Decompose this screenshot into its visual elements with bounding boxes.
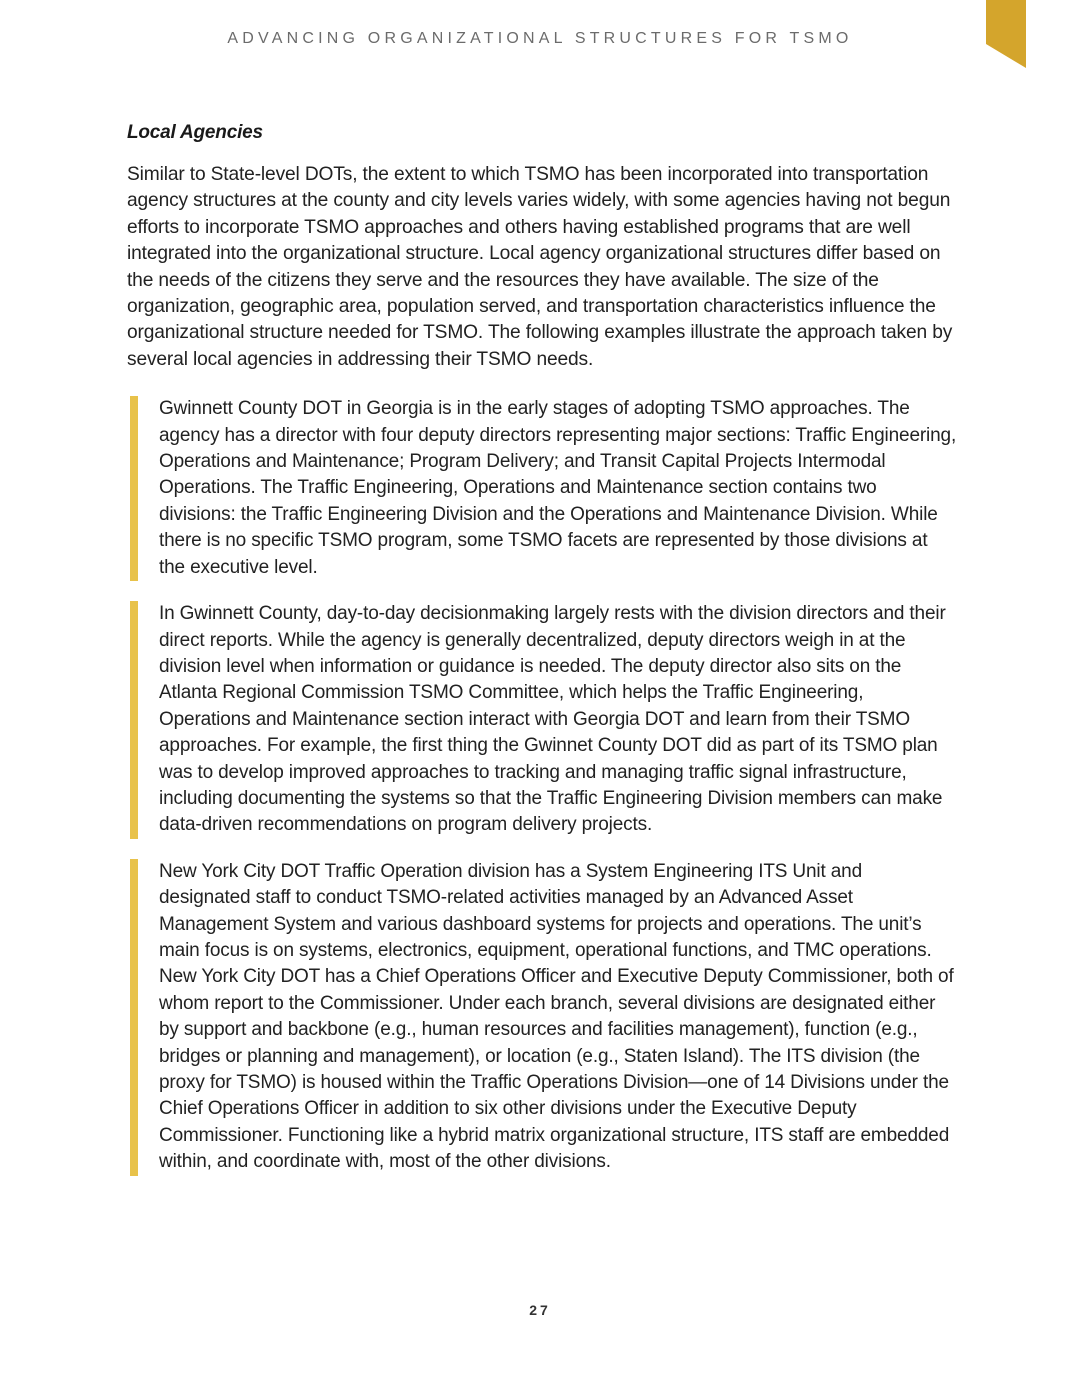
callout-gwinnett-decisionmaking <box>127 601 957 839</box>
intro-paragraph: Similar to State-level DOTs, the extent to which TSMO has been incorporated into transportation agency structures at the county and city levels varies widely, with some agencies having not begun efforts to incorporate TSMO approaches and others having established programs that are well integrated into the organizational structure. Local agency organizational structures differ based on the needs of the citizens they serve and the resources they have available. The size of the organization, geographic area, population served, and transportation characteristics influence the organizational structure needed for TSMO. The following examples illustrate the approach taken by several local agencies in addressing their TSMO needs. <box>127 164 953 370</box>
corner-tab-decoration <box>986 0 1026 68</box>
callout-accent-bar <box>130 859 138 1176</box>
callout-accent-bar <box>130 396 138 581</box>
page-content <box>127 122 957 1176</box>
callout-nyc-dot <box>127 859 957 1176</box>
page-number: 27 <box>529 1302 551 1318</box>
callout-gwinnett-overview <box>127 396 957 581</box>
callout-text: In Gwinnett County, day-to-day decisionmaking largely rests with the division directors and their direct reports. While the agency is generally decentralized, deputy directors weigh in at the division level when information or guidance is needed. The deputy director also sits on the Atlanta Regional Commission TSMO Committee, which helps the Traffic Engineering, Operations and Maintenance section interact with Georgia DOT and learn from their TSMO approaches. For example, the first thing the Gwinnet County DOT did as part of its TSMO plan was to develop improved approaches to tracking and managing traffic signal infrastructure, including documenting the systems so that the Traffic Engineering Division members can make data-driven recommendations on program delivery projects. <box>159 603 946 836</box>
callout-text: New York City DOT Traffic Operation division has a System Engineering ITS Unit and designated staff to conduct TSMO-related activities managed by an Advanced Asset Management System and various dashboard systems for projects and operations. The unit’s main focus is on systems, electronics, equipment, operational functions, and TMC operations. New York City DOT has a Chief Operations Officer and Executive Deputy Commissioner, both of whom report to the Commissioner. Under each branch, several divisions are designated either by support and backbone (e.g., human resources and facilities management), function (e.g., bridges or planning and management), or location (e.g., Staten Island). The ITS division (the proxy for TSMO) is housed within the Traffic Operations Division—one of 14 Divisions under the Chief Operations Officer in addition to six other divisions under the Executive Deputy Commissioner. Functioning like a hybrid matrix organizational structure, ITS staff are embedded within, and coordinate with, most of the other divisions. <box>159 860 954 1173</box>
callout-accent-bar <box>130 601 138 839</box>
running-header: ADVANCING ORGANIZATIONAL STRUCTURES FOR TSMO <box>227 30 853 47</box>
callout-text: Gwinnett County DOT in Georgia is in the early stages of adopting TSMO approaches. The agency has a director with four deputy directors representing major sections: Traffic Engineering, Operations and Maintenance; Program Delivery; and Transit Capital Projects Intermodal Operations. The Traffic Engineering, Operations and Maintenance section contains two divisions: the Traffic Engineering Division and the Operations and Maintenance Division. While there is no specific TSMO program, some TSMO facets are represented by those divisions at the executive level. <box>159 398 957 578</box>
section-title: Local Agencies <box>127 122 263 143</box>
